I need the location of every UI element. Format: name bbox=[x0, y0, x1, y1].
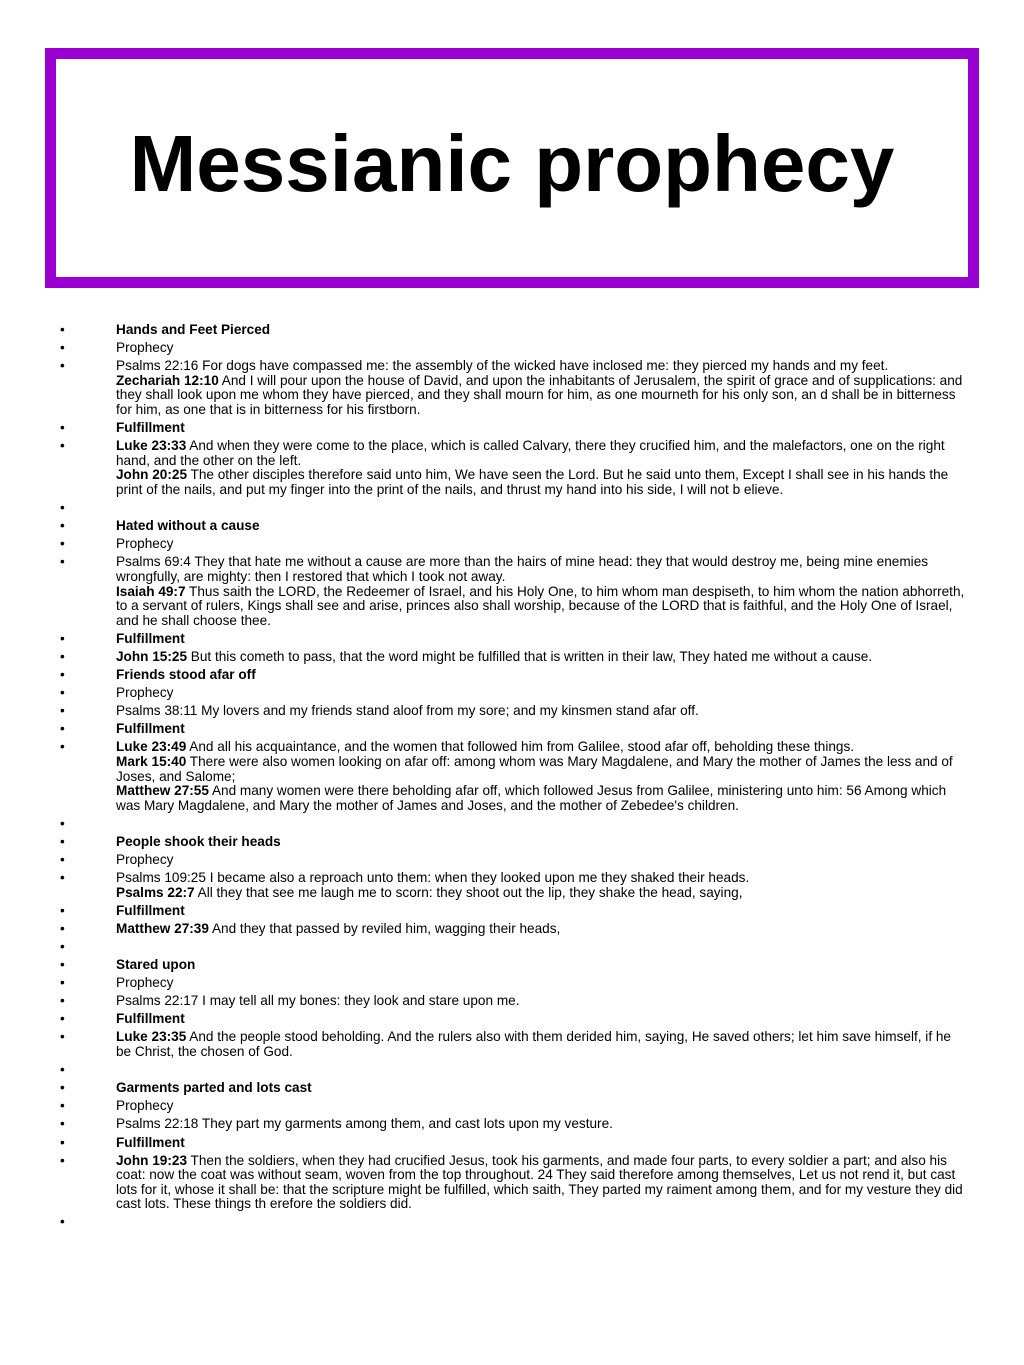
bullet-marker: • bbox=[60, 358, 65, 374]
list-item-line bbox=[116, 421, 965, 436]
bullet-marker: • bbox=[60, 536, 65, 552]
list-item bbox=[60, 704, 965, 719]
bullet-marker: • bbox=[60, 1011, 65, 1027]
list-item-line bbox=[116, 755, 965, 784]
list-item bbox=[60, 632, 965, 647]
scripture-reference: Mark 15:40 bbox=[116, 753, 187, 769]
bullet-marker: • bbox=[60, 1134, 65, 1150]
list-item-line bbox=[116, 976, 965, 991]
list-item bbox=[60, 1117, 965, 1132]
list-item bbox=[60, 904, 965, 919]
bullet-marker: • bbox=[60, 721, 65, 737]
bullet-marker: • bbox=[60, 920, 65, 936]
scripture-reference: Fulfillment bbox=[116, 1011, 185, 1027]
list-item-line bbox=[116, 585, 965, 629]
scripture-reference: Stared upon bbox=[116, 957, 196, 973]
verse-text: Prophecy bbox=[116, 1098, 174, 1114]
list-item-line bbox=[116, 1136, 965, 1151]
list-item-line bbox=[116, 1030, 965, 1059]
list-item bbox=[60, 958, 965, 973]
bullet-marker: • bbox=[60, 1029, 65, 1045]
list-item-line bbox=[116, 784, 965, 813]
scripture-reference: Fulfillment bbox=[116, 902, 185, 918]
bullet-marker: • bbox=[60, 870, 65, 886]
bullet-marker: • bbox=[60, 666, 65, 682]
verse-text: Psalms 22:18 They part my garments among them, and cast lots upon my vesture. bbox=[116, 1116, 613, 1132]
list-item bbox=[60, 835, 965, 850]
scripture-reference: Psalms 22:7 bbox=[116, 884, 195, 900]
list-item-line bbox=[116, 468, 965, 497]
bullet-marker: • bbox=[60, 1098, 65, 1114]
list-item bbox=[60, 359, 965, 417]
verse-text: Prophecy bbox=[116, 852, 174, 867]
scripture-reference: Hated without a cause bbox=[116, 518, 260, 534]
bullet-marker: • bbox=[60, 833, 65, 849]
bullet-marker: • bbox=[60, 340, 65, 356]
scripture-reference: Friends stood afar off bbox=[116, 666, 256, 682]
scripture-reference: Garments parted and lots cast bbox=[116, 1080, 312, 1096]
list-item-line bbox=[116, 686, 965, 701]
bullet-marker: • bbox=[60, 902, 65, 918]
list-item bbox=[60, 1081, 965, 1096]
bullet-marker: • bbox=[60, 500, 65, 516]
list-item bbox=[60, 976, 965, 991]
list-item bbox=[60, 323, 965, 338]
list-item-line bbox=[116, 1081, 965, 1096]
verse-text: Then the soldiers, when they had crucified Jesus, took his garments, and made four parts, to every soldier a part; and also his coat: now the coat was without seam, woven from the top throughout. 24 They said therefore among themselves, Let us not rend it, but cast lots for it, whose it shall be: that the scripture might be fulfilled, which saith, They parted my raiment among them, and for my vesture they did cast lots. These things th erefore the soldiers did. bbox=[116, 1152, 963, 1212]
list-item-line bbox=[116, 958, 965, 973]
bullet-marker: • bbox=[60, 438, 65, 454]
scripture-reference: People shook their heads bbox=[116, 833, 281, 849]
list-item bbox=[60, 1012, 965, 1027]
list-item-line bbox=[116, 853, 965, 868]
list-item bbox=[60, 740, 965, 813]
page-title: Messianic prophecy bbox=[129, 119, 895, 208]
scripture-reference: Matthew 27:55 bbox=[116, 783, 209, 799]
list-item-line bbox=[116, 1099, 965, 1114]
scripture-reference: John 19:23 bbox=[116, 1152, 188, 1168]
list-item bbox=[60, 1154, 965, 1212]
list-item bbox=[60, 994, 965, 1009]
bullet-marker: • bbox=[60, 648, 65, 664]
bullet-marker: • bbox=[60, 739, 65, 755]
list-item-line bbox=[116, 537, 965, 552]
bullet-marker: • bbox=[60, 420, 65, 436]
list-item bbox=[60, 1215, 965, 1230]
scripture-reference: Fulfillment bbox=[116, 420, 185, 436]
bullet-marker: • bbox=[60, 957, 65, 973]
scripture-reference: Fulfillment bbox=[116, 630, 185, 646]
scripture-reference: Luke 23:33 bbox=[116, 438, 187, 454]
list-item-line bbox=[116, 994, 965, 1009]
verse-text: But this cometh to pass, that the word might be fulfilled that is written in their law, They hated me without a cause. bbox=[187, 648, 873, 664]
bullet-marker: • bbox=[60, 685, 65, 701]
list-item bbox=[60, 1030, 965, 1059]
list-item bbox=[60, 439, 965, 497]
list-item-line bbox=[116, 668, 965, 683]
bullet-marker: • bbox=[60, 322, 65, 337]
verse-text: And all his acquaintance, and the women that followed him from Galilee, stood afar off, beholding these things. bbox=[186, 739, 855, 755]
scripture-reference: Hands and Feet Pierced bbox=[116, 322, 271, 337]
list-item bbox=[60, 853, 965, 868]
scripture-reference: John 20:25 bbox=[116, 467, 188, 483]
prophecy-list bbox=[60, 323, 965, 1234]
verse-text: Psalms 22:17 I may tell all my bones: they look and stare upon me. bbox=[116, 993, 520, 1009]
list-item-line bbox=[116, 650, 965, 665]
verse-text: Prophecy bbox=[116, 536, 174, 552]
verse-text: Psalms 38:11 My lovers and my friends stand aloof from my sore; and my kinsmen stand afar off. bbox=[116, 703, 699, 719]
bullet-marker: • bbox=[60, 993, 65, 1009]
list-item-line bbox=[116, 323, 965, 338]
scripture-reference: Luke 23:35 bbox=[116, 1029, 187, 1045]
list-item-line bbox=[116, 374, 965, 418]
list-item bbox=[60, 922, 965, 937]
bullet-marker: • bbox=[60, 815, 65, 831]
title-frame bbox=[45, 48, 979, 288]
list-item bbox=[60, 722, 965, 737]
verse-text: And when they were come to the place, which is called Calvary, there they crucified him, and the malefactors, one on the right hand, and the other on the left. bbox=[116, 438, 945, 468]
bullet-marker: • bbox=[60, 938, 65, 954]
list-item-line bbox=[116, 722, 965, 737]
verse-text: And the people stood beholding. And the rulers also with them derided him, saying, He saved others; let him save himself, if he be Christ, the chosen of God. bbox=[116, 1029, 951, 1060]
bullet-marker: • bbox=[60, 1080, 65, 1096]
scripture-reference: Luke 23:49 bbox=[116, 739, 187, 755]
list-item-line bbox=[116, 439, 965, 468]
verse-text: And many women were there beholding afar off, which followed Jesus from Galilee, ministering unto him: 56 Among which was Mary Magdalene, and Mary the mother of James and Joses, and the mother of Zebedee's children. bbox=[116, 783, 947, 813]
list-item-line bbox=[116, 1117, 965, 1132]
list-item-line bbox=[116, 886, 965, 901]
list-item-line bbox=[116, 1012, 965, 1027]
verse-text: There were also women looking on afar off: among whom was Mary Magdalene, and Mary the mother of James the less and of Joses, and Salome; bbox=[116, 753, 953, 784]
scripture-reference: Fulfillment bbox=[116, 1134, 185, 1150]
bullet-marker: • bbox=[60, 1214, 65, 1230]
list-item-line bbox=[116, 519, 965, 534]
list-item bbox=[60, 421, 965, 436]
list-item bbox=[60, 650, 965, 665]
bullet-marker: • bbox=[60, 1152, 65, 1168]
list-item bbox=[60, 668, 965, 683]
list-item bbox=[60, 940, 965, 955]
list-item bbox=[60, 1136, 965, 1151]
bullet-marker: • bbox=[60, 852, 65, 867]
list-item bbox=[60, 519, 965, 534]
bullet-marker: • bbox=[60, 1116, 65, 1132]
verse-text: Psalms 22:16 For dogs have compassed me: the assembly of the wicked have inclosed me: they pierced my hands and my feet. bbox=[116, 358, 889, 374]
bullet-marker: • bbox=[60, 518, 65, 534]
scripture-reference: Matthew 27:39 bbox=[116, 920, 209, 936]
verse-text: Thus saith the LORD, the Redeemer of Israel, and his Holy One, to him whom man despiseth, to him whom the nation abhorreth, to a servant of rulers, Kings shall see and arise, princes also shall worship, because of the LORD that is faithful, and the Holy One of Israel, and he shall choose thee. bbox=[116, 583, 965, 628]
list-item-line bbox=[116, 1154, 965, 1212]
list-item bbox=[60, 501, 965, 516]
verse-text: And they that passed by reviled him, wagging their heads, bbox=[208, 920, 561, 936]
list-item bbox=[60, 1099, 965, 1114]
list-item bbox=[60, 1063, 965, 1078]
bullet-marker: • bbox=[60, 975, 65, 991]
list-item-line bbox=[116, 740, 965, 755]
list-item bbox=[60, 555, 965, 628]
scripture-reference: Fulfillment bbox=[116, 721, 185, 737]
list-item-line bbox=[116, 555, 965, 584]
list-item bbox=[60, 537, 965, 552]
verse-text: All they that see me laugh me to scorn: they shoot out the lip, they shake the head, saying, bbox=[194, 884, 743, 900]
scripture-reference: Zechariah 12:10 bbox=[116, 372, 219, 388]
list-item-line bbox=[116, 632, 965, 647]
bullet-marker: • bbox=[60, 630, 65, 646]
verse-text: Psalms 109:25 I became also a reproach unto them: when they looked upon me they shaked their heads. bbox=[116, 870, 750, 886]
list-item bbox=[60, 817, 965, 832]
bullet-marker: • bbox=[60, 554, 65, 570]
list-item-line bbox=[116, 359, 965, 374]
list-item bbox=[60, 871, 965, 900]
list-item bbox=[60, 341, 965, 356]
list-item bbox=[60, 686, 965, 701]
list-item-line bbox=[116, 871, 965, 886]
verse-text: The other disciples therefore said unto him, We have seen the Lord. But he said unto them, Except I shall see in his hands the print of the nails, and put my finger into the print of the nails, and thrust my hand into his side, I will not b elieve. bbox=[116, 467, 949, 497]
list-item-line bbox=[116, 341, 965, 356]
verse-text: Prophecy bbox=[116, 975, 174, 991]
list-item-line bbox=[116, 835, 965, 850]
scripture-reference: John 15:25 bbox=[116, 648, 188, 664]
verse-text: And I will pour upon the house of David, and upon the inhabitants of Jerusalem, the spirit of grace and of supplications: and they shall look upon me whom they have pierced, and they shall mourn for him, as one mourneth for his only son, an d shall be in bitterness for him, as one that is in bitterness for his firstborn. bbox=[116, 372, 963, 417]
scripture-reference: Isaiah 49:7 bbox=[116, 583, 186, 599]
list-item-line bbox=[116, 704, 965, 719]
verse-text: Prophecy bbox=[116, 340, 174, 356]
bullet-marker: • bbox=[60, 703, 65, 719]
list-item-line bbox=[116, 922, 965, 937]
verse-text: Prophecy bbox=[116, 685, 174, 701]
verse-text: Psalms 69:4 They that hate me without a cause are more than the hairs of mine head: they that would destroy me, being mine enemies wrongfully, are mighty: then I restored that which I took not away. bbox=[116, 554, 929, 584]
list-item-line bbox=[116, 904, 965, 919]
bullet-marker: • bbox=[60, 1062, 65, 1078]
